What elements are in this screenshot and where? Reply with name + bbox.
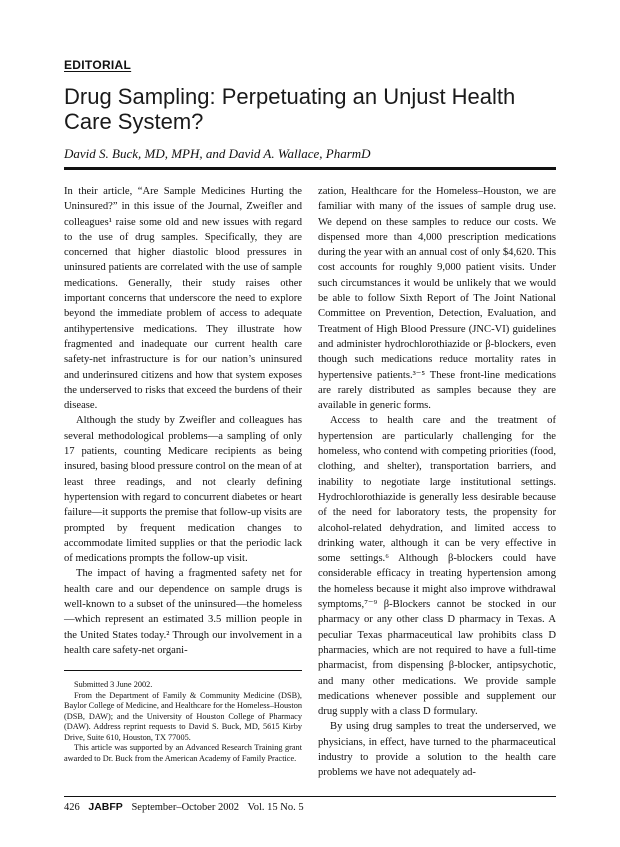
body-paragraph: zation, Healthcare for the Homeless–Houston, we are familiar with many of the issues of sample drug use. We depend on these samples to reduce our costs. We dispensed more than 4,000 prescription medications during the year with an annual cost of only $4,620. This cost accounts for roughly 9,000 patient visits. Under such circumstances it would be unlikely that we would be able to follow Sixth Report of The Joint National Committee on Prevention, Detection, Evaluation, and Treatment of High Blood Pressure (JNC-VI) guidelines and administer hydrochlorothiazide or β-blockers, even though such medications reduce mortality rates in hypertensive patients.³⁻⁵ These front-line medications are rarely distributed as samples because they are available in generic forms. [318, 186, 556, 412]
body-paragraph: Although the study by Zweifler and colleagues has several methodological problems—a sampling of only 17 patients, counting Medicare recipients as being insured, basing blood pressure control on the mean of at least three readings, and not clearly defining hypertension with regard to concurrent diabetes or heart failure—it supports the premise that follow-up visits are prompted by frequent medication changes to accommodate limited supplies or that the periodic lack of medications prompts the follow-up visit. [64, 415, 303, 565]
issue-date: September–October 2002 [131, 802, 240, 813]
page-number: 426 [64, 802, 80, 813]
running-footer [64, 801, 310, 813]
author-byline: David S. Buck, MD, MPH, and David A. Wallace, PharmD [64, 146, 371, 161]
article-title: Drug Sampling: Perpetuating an Unjust Health Care System? [64, 84, 516, 134]
footnote-affiliation: From the Department of Family & Community Medicine (DSB), Baylor College of Medicine, and Healthcare for the Homeless–Houston (DSB, DAW); and the University of Houston College of Pharmacy (DAW). Address reprint requests to David S. Buck, MD, 5615 Kirby Drive, Suite 610, Houston, TX 77005. [64, 690, 303, 742]
body-paragraph: Access to health care and the treatment of hypertension are particularly challenging for the homeless, who contend with competing priorities (food, clothing, and shelter), transportation barriers, and inability to negotiate large institutional settings. Hydrochlorothiazide is generally less desirable because of the need for laboratory tests, the propensity for alcohol-related dehydration, and limited access to drinking water, although it can be very effective in some settings.⁶ Although β-blockers could have considerable efficacy in treating hypertension among the homeless because it might also improve withdrawal symptoms,⁷⁻⁹ β-Blockers cannot be stocked in our pharmacy or any other class D pharmacy in Texas. A peculiar Texas pharmaceutical law prohibits class D pharmacies, which are not required to have a full-time pharmacist, from dispensing β-blocker, antipsychotic, and many other medications. We provide sample medications whenever possible and supplement our drug supply with a class D formulary. [318, 415, 556, 718]
body-paragraph: By using drug samples to treat the underserved, we physicians, in effect, have turned to the pharmaceutical industry to provide a solution to the health care problems we have not adequately ad- [318, 721, 556, 779]
body-paragraph: The impact of having a fragmented safety net for health care and our dependence on sample drugs is well-known to a subset of the uninsured—the homeless—which represent an estimated 3.5 million people in the United States today.² Through our involvement in a health care safety-net organi- [64, 568, 302, 656]
title-divider [64, 167, 556, 170]
section-label: EDITORIAL [64, 58, 132, 72]
left-column [64, 184, 302, 658]
journal-abbrev: JABFP [88, 801, 123, 813]
footnotes [64, 680, 302, 764]
footnote-submitted: Submitted 3 June 2002. [74, 680, 153, 689]
right-column [318, 184, 556, 781]
volume-info: Vol. 15 No. 5 [247, 802, 304, 813]
footnote-funding: This article was supported by an Advanced Research Training grant awarded to Dr. Buck from the American Academy of Family Practice. [64, 743, 302, 763]
footnote-divider [64, 670, 302, 671]
footer-divider [64, 796, 556, 797]
body-paragraph: In their article, “Are Sample Medicines Hurting the Uninsured?” in this issue of the Journal, Zweifler and colleagues¹ raise some old and new issues with regard to the use of drug samples. Specifically, they are concerned that higher diastolic blood pressures in uninsured patients are correlated with the use of sample medications. Generally, their study raises other important concerns that underscore the need to explore beyond the immediate problem of access to adequate antihypertensive medications. They illustrate how fragmented and inadequate our current health care safety-net infrastructure is for our nation’s uninsured and underinsured citizens and how that system exposes the underserved to risks that exceed the burdens of their disease. [64, 186, 302, 412]
